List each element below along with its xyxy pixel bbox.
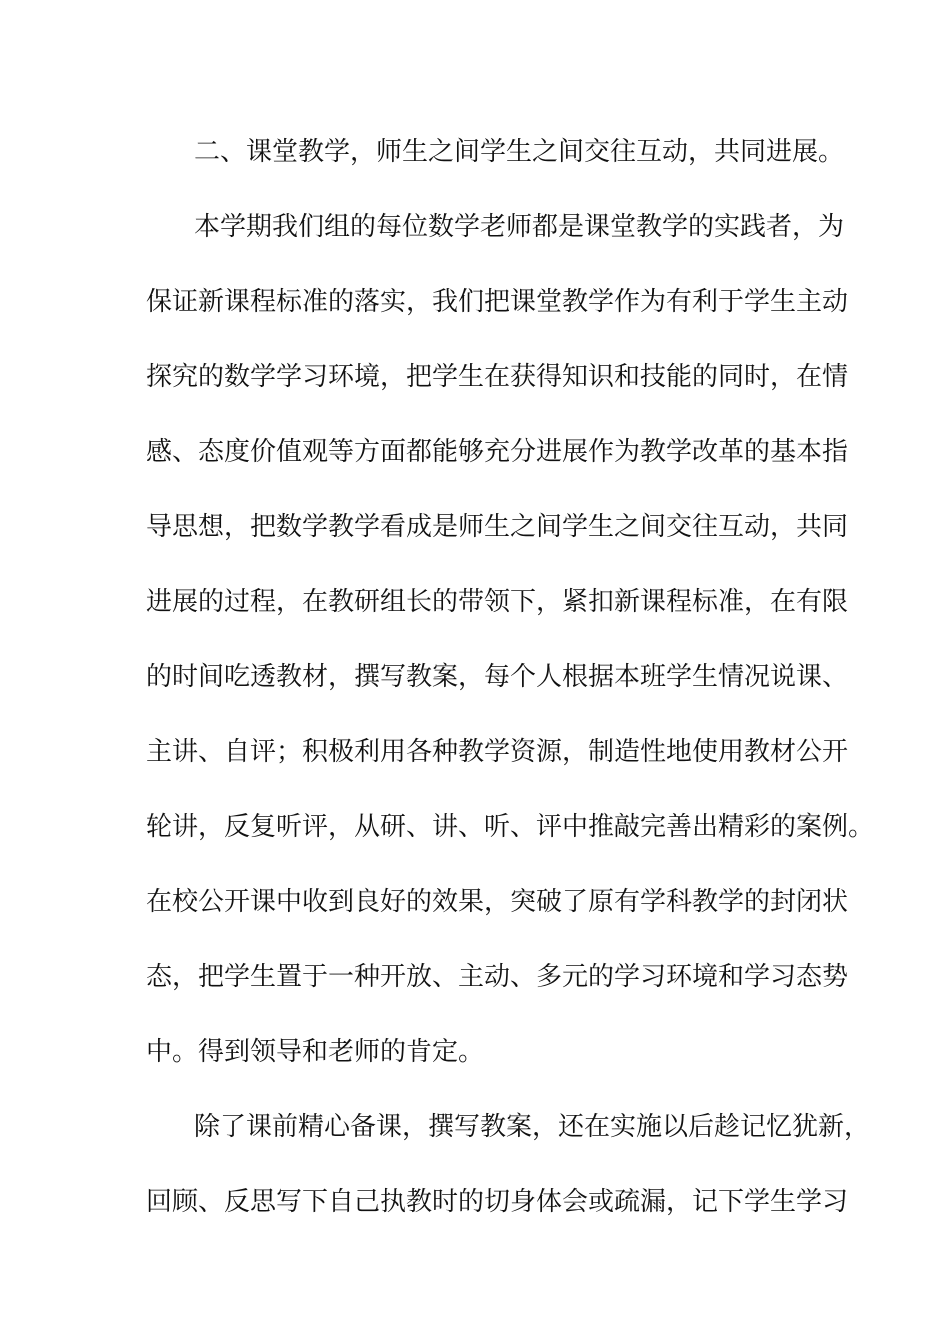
paragraph-line: 导思想，把数学教学看成是师生之间学生之间交往互动，共同 [146,512,849,542]
paragraph-line: 主讲、自评；积极利用各种教学资源，制造性地使用教材公开 [146,737,849,767]
paragraph-line: 感、态度价值观等方面都能够充分进展作为教学改革的基本指 [146,437,849,467]
paragraph-line: 在校公开课中收到良好的效果，突破了原有学科教学的封闭状 [146,887,849,917]
paragraph-line: 探究的数学学习环境，把学生在获得知识和技能的同时，在情 [146,362,849,392]
paragraph-line: 的时间吃透教材，撰写教案，每个人根据本班学生情况说课、 [146,662,849,692]
paragraph-line: 进展的过程，在教研组长的带领下，紧扣新课程标准，在有限 [146,587,849,617]
paragraph-line: 除了课前精心备课，撰写教案，还在实施以后趁记忆犹新， [194,1112,871,1142]
section-heading: 二、课堂教学，师生之间学生之间交往互动，共同进展。 [194,137,845,167]
paragraph-line: 中。得到领导和老师的肯定。 [146,1037,485,1067]
paragraph-line: 轮讲，反复听评，从研、讲、听、评中推敲完善出精彩的案例。 [146,812,875,842]
document-body [146,124,875,1249]
paragraph-line: 回顾、反思写下自己执教时的切身体会或疏漏，记下学生学习 [146,1187,849,1217]
paragraph-line: 态，把学生置于一种开放、主动、多元的学习环境和学习态势 [146,962,849,992]
paragraph-line: 保证新课程标准的落实，我们把课堂教学作为有利于学生主动 [146,287,849,317]
paragraph-line: 本学期我们组的每位数学老师都是课堂教学的实践者，为 [194,212,845,242]
